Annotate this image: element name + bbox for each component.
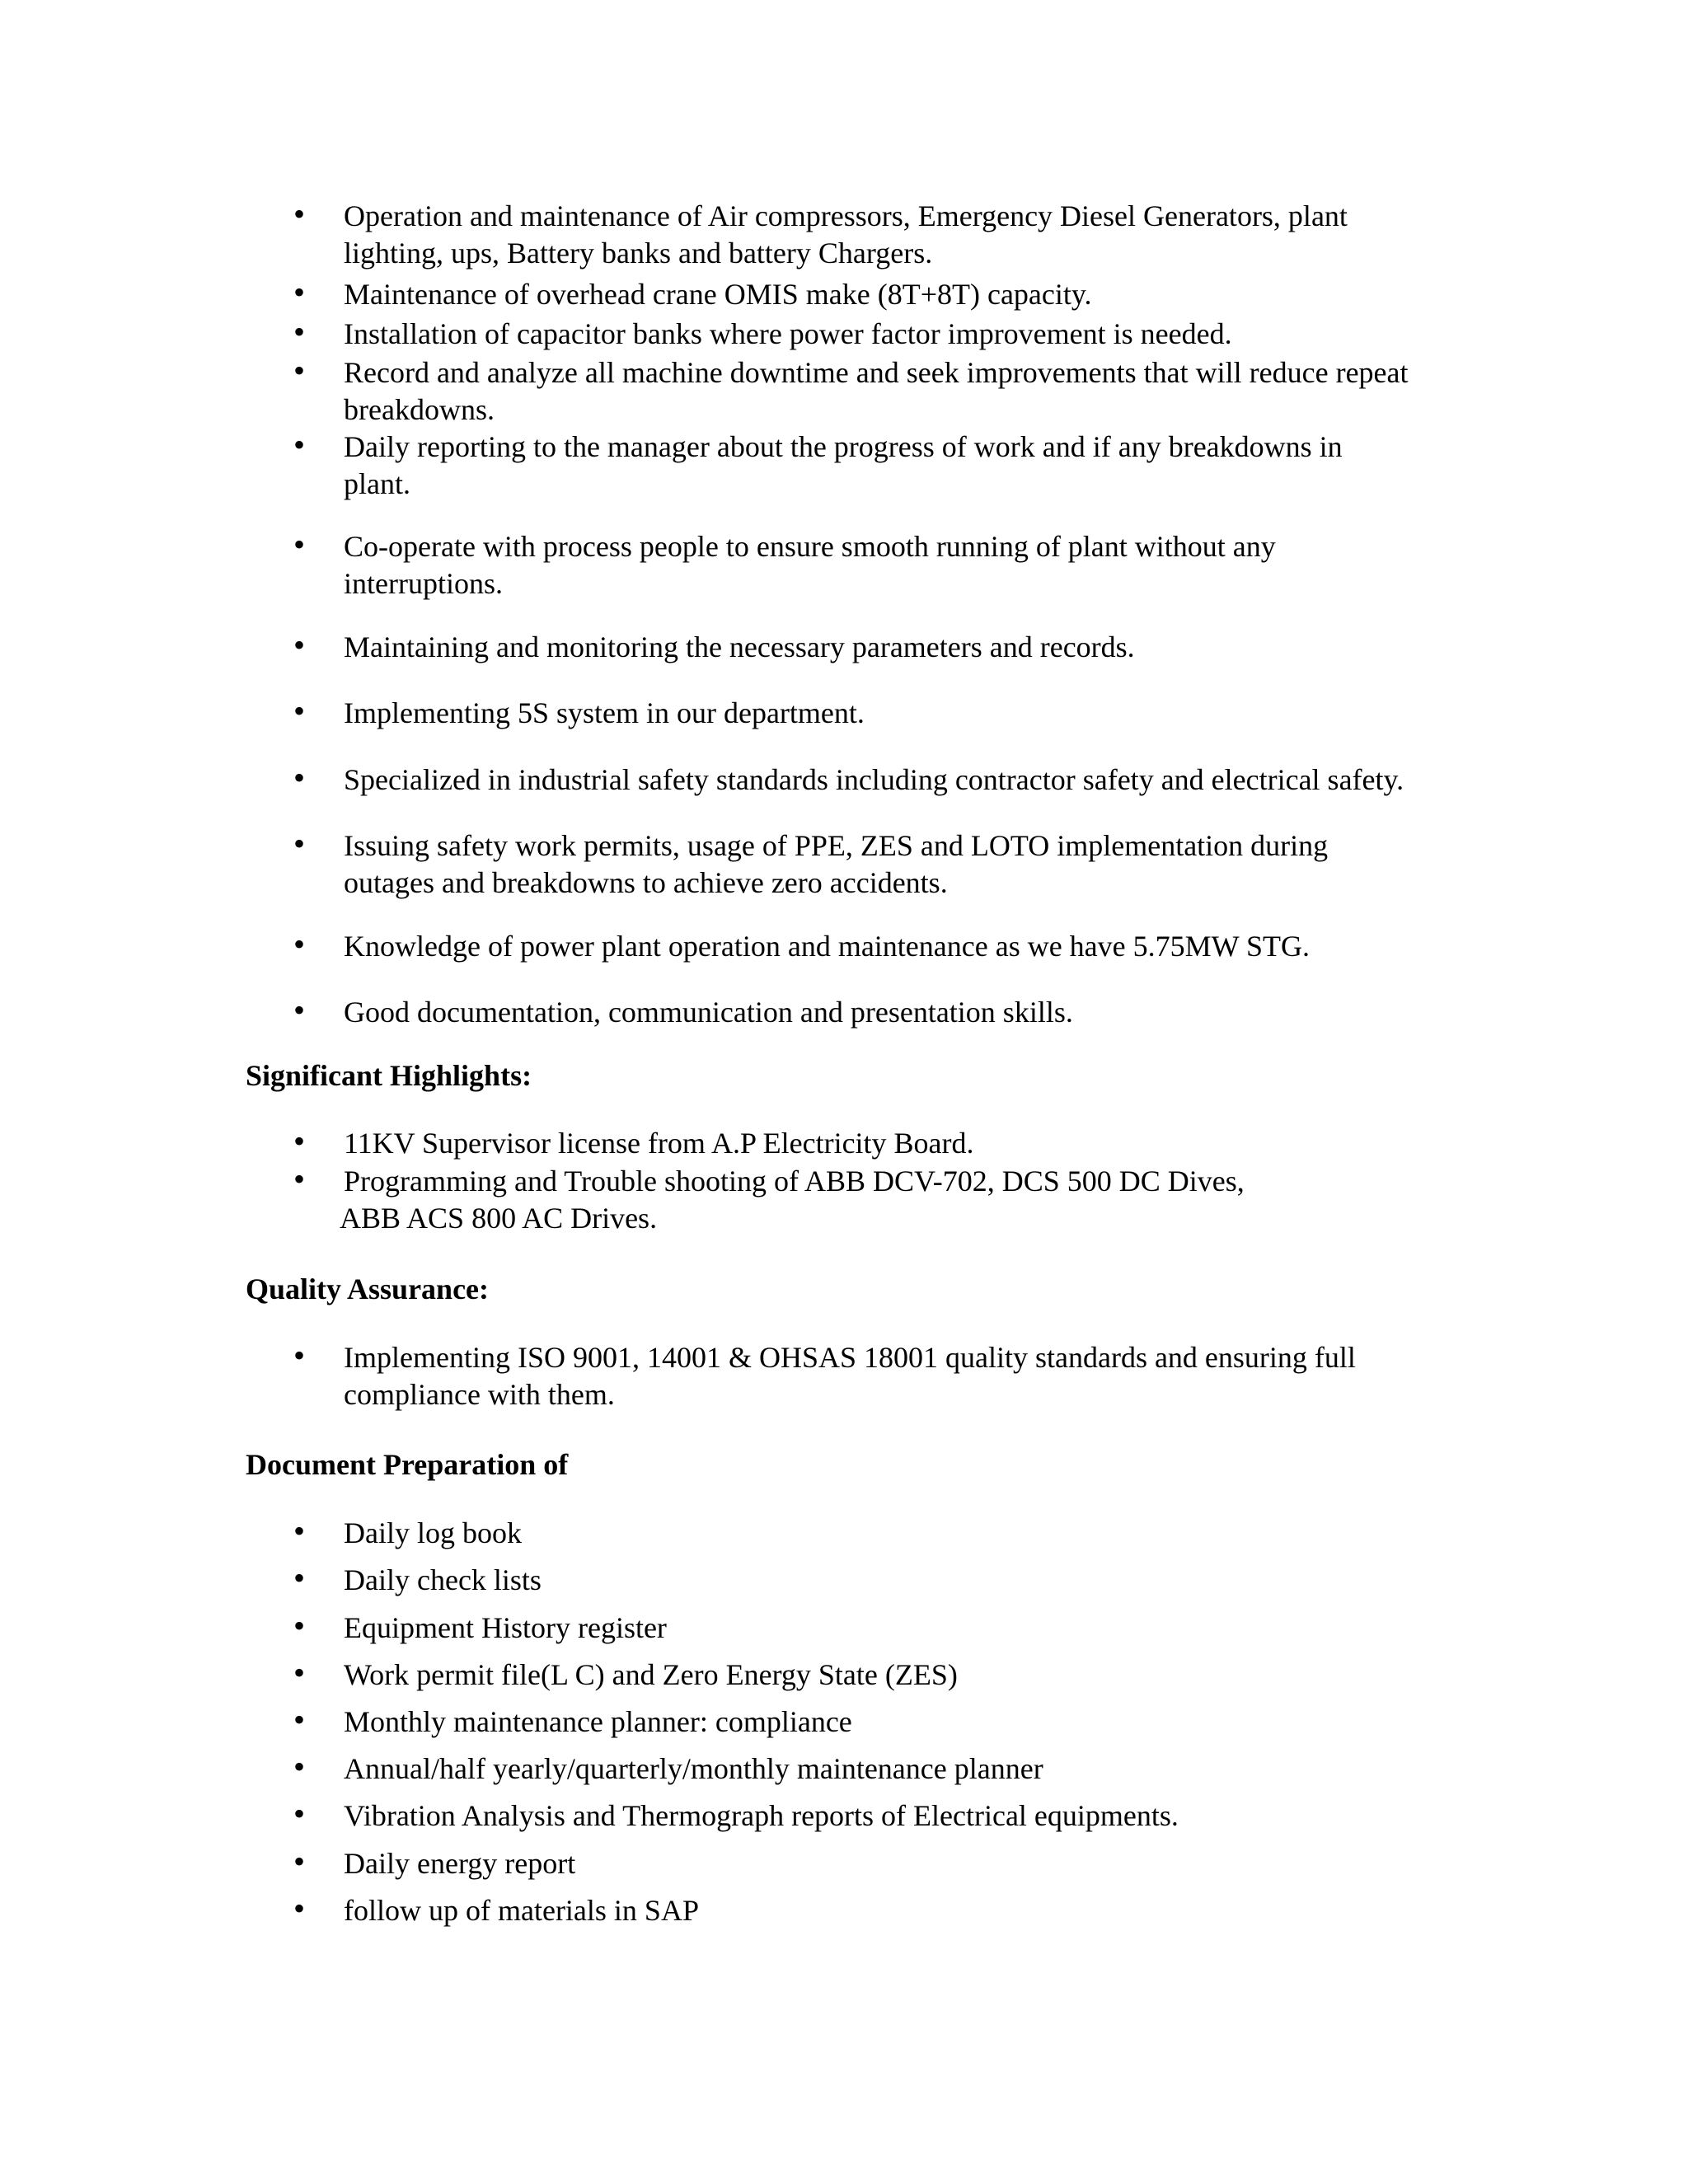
bullet: •: [293, 926, 306, 963]
bullet: •: [293, 1748, 306, 1785]
section-heading-quality: Quality Assurance:: [246, 1272, 490, 1305]
bullet: •: [293, 991, 306, 1029]
section-heading-documents: Document Preparation of: [246, 1448, 569, 1481]
bullet: •: [293, 352, 306, 389]
bullet: •: [293, 1795, 306, 1832]
bullet: •: [293, 1890, 306, 1927]
bullet: •: [293, 1122, 306, 1160]
bullet: •: [293, 1160, 306, 1197]
bullet: •: [293, 1512, 306, 1549]
bullet: •: [293, 1559, 306, 1596]
bullet: •: [293, 1337, 306, 1374]
list-item-continuation: ABB ACS 800 AC Drives.: [340, 1202, 658, 1235]
bullet: •: [293, 759, 306, 796]
bullet: •: [293, 692, 306, 729]
bullet: •: [293, 1607, 306, 1644]
bullet: •: [293, 426, 306, 463]
bullet: •: [293, 626, 306, 663]
bullet: •: [293, 195, 306, 232]
bullet: •: [293, 1843, 306, 1880]
document-page: • Operation and maintenance of Air compressors, Emergency Diesel Generators, plant lighting, ups, Battery banks and battery Chargers. • Maintenance of overhead crane OMIS make (8T+8T) capacity. • Installation of capacitor banks where power factor improvement is needed. • Record and analyze all machine downtime and seek improvements that will reduce repeat breakdowns. • Daily reporting to the manager about the progress of work and if any breakdowns in plant. • Co-operate with process people to ensure smooth running of plant without any interruptions. • Maintaining and monitoring the necessary parameters and records. • Implementing 5S system in our department. • Specialized in industrial safety standards including contractor safety and electrical safety. • Issuing safety work permits, usage of PPE, ZES and LOTO implementation during outages and breakdowns to achieve zero accidents. • Knowledge of power plant operation and maintenance as we have 5.75MW STG. • Good documentation, communication and presentation skills. Significant Highlights: • 11KV Supervisor license from A.P Electricity Board. • Programming and Trouble shooting of ABB DCV-702, DCS 500 DC Dives, ABB ACS 800 AC Drives. Quality Assurance: • Implementing ISO 9001, 14001 & OHSAS 18001 quality standards and ensuring full compliance with them. Document Preparation of • Daily log book • Daily check lists • Equipment History register • Work permit file(L C) and Zero Energy State (ZES) • Monthly maintenance planner: compliance • Annual/half yearly/quarterly/monthly maintenance planner • Vibration Analysis and Thermograph reports of Electrical equipments. • Daily energy report • follow up of materials in SAP: [246, 195, 1409, 1927]
bullet: •: [293, 1654, 306, 1691]
section-heading-highlights: Significant Highlights:: [246, 1059, 532, 1092]
bullet: •: [293, 526, 306, 563]
bullet: •: [293, 1701, 306, 1738]
bullet: •: [293, 313, 306, 350]
bullet: •: [293, 274, 306, 311]
bullet: •: [293, 825, 306, 862]
